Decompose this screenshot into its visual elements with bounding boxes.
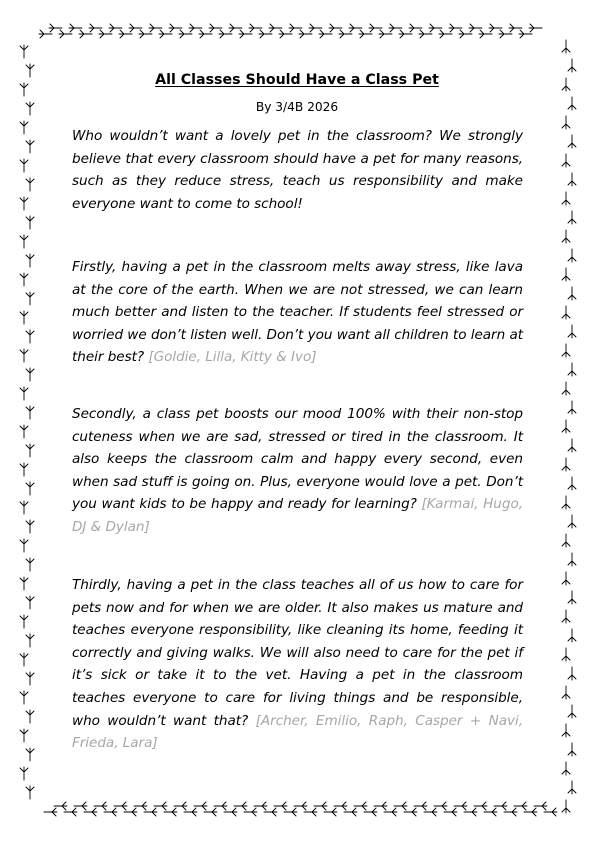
footprint-icon [339,30,352,38]
footprint-icon [562,572,570,585]
footprint-icon [44,808,57,816]
footprint-icon [568,287,576,300]
footprint-icon [26,444,34,457]
footprint-icon [404,808,417,816]
footprint-icon [194,802,207,810]
footprint-icon [568,97,576,110]
footprint-icon [74,802,87,810]
footprint-icon [568,135,576,148]
footprint-icon [344,808,357,816]
footprint-icon [20,45,28,58]
footprint-icon [562,116,570,129]
footprint-icon [562,306,570,319]
footprint-icon [259,30,272,38]
footprint-icon [20,729,28,742]
footprint-icon [26,710,34,723]
footprint-icon [568,439,576,452]
footprint-icon [562,496,570,509]
footprint-icon [154,802,167,810]
footprint-icon [229,24,242,32]
footprint-icon [26,520,34,533]
footprint-icon [59,30,72,38]
document-title: All Classes Should Have a Class Pet [155,72,439,88]
footprint-icon [20,273,28,286]
footprint-icon [20,387,28,400]
paragraph-authors: [Archer, Emilio, Raph, Casper + Navi, Frieda, Lara] [72,712,523,752]
footprint-icon [179,30,192,38]
footprint-icon [469,24,482,32]
footprint-icon [20,159,28,172]
footprint-icon [249,24,262,32]
footprint-icon [562,154,570,167]
footprint-icon [20,577,28,590]
footprint-icon [20,349,28,362]
footprint-icon [562,382,570,395]
paragraph-text: Who wouldn’t want a lovely pet in the classroom? We strongly believe that every classroom should have a pet for many reasons, such as they reduce stress, teach us responsibility and make everyone want to come to school! [72,128,523,212]
footprint-icon [64,808,77,816]
footprint-icon [189,24,202,32]
footprint-icon [20,235,28,248]
footprint-icon [519,30,532,38]
footprint-icon [20,425,28,438]
footprint-icon [529,24,542,32]
footprint-icon [562,610,570,623]
footprint-icon [20,83,28,96]
footprint-icon [568,553,576,566]
footprint-icon [20,767,28,780]
footprint-icon [20,539,28,552]
footprint-icon [479,30,492,38]
footprint-icon [254,802,267,810]
footprint-icon [562,344,570,357]
paragraph-secondly [72,403,523,539]
footprint-icon [568,781,576,794]
footprint-icon [239,30,252,38]
footprint-icon [26,406,34,419]
footprint-icon [524,808,537,816]
footprint-icon [26,634,34,647]
footprint-icon [26,672,34,685]
paragraph-authors: [Karmai, Hugo, DJ & Dylan] [72,496,523,535]
footprint-icon [26,140,34,153]
footprint-icon [459,30,472,38]
footprint-icon [279,30,292,38]
footprint-icon [20,691,28,704]
footprint-icon [509,24,522,32]
footprint-icon [149,24,162,32]
footprint-icon [79,30,92,38]
footprint-icon [104,808,117,816]
footprint-icon [299,30,312,38]
footprint-icon [99,30,112,38]
footprint-icon [474,802,487,810]
footprint-icon [26,292,34,305]
footprint-icon [364,808,377,816]
footprint-icon [444,808,457,816]
footprint-icon [319,30,332,38]
paragraph-text: Firstly, having a pet in the classroom melts away stress, like lava at the core of the earth. When we are not stressed, we can learn much better and listen to the teacher. If students feel stressed or worried we don’t listen well. Don’t you want all children to learn at their best? [72,259,523,366]
footprint-icon [49,24,62,32]
footprint-icon [119,30,132,38]
footprint-icon [26,254,34,267]
footprint-icon [504,808,517,816]
footprint-icon [144,808,157,816]
footprint-icon [562,230,570,243]
footprint-icon [562,762,570,775]
footprint-icon [514,802,527,810]
footprint-icon [224,808,237,816]
footprint-icon [309,24,322,32]
footprint-icon [562,192,570,205]
footprint-icon [494,802,507,810]
footprint-icon [26,102,34,115]
footprint-icon [20,197,28,210]
footprint-icon [499,30,512,38]
footprint-icon [414,802,427,810]
footprint-icon [484,808,497,816]
footprint-icon [389,24,402,32]
footprint-icon [562,534,570,547]
footprint-icon [234,802,247,810]
footprint-icon [26,558,34,571]
footprint-icon [84,808,97,816]
footprint-icon [314,802,327,810]
footprint-icon [20,463,28,476]
footprint-icon [209,24,222,32]
footprint-icon [184,808,197,816]
footprint-icon [562,724,570,737]
footprint-icon [199,30,212,38]
footprint-icon [562,458,570,471]
footprint-icon [534,802,547,810]
footprint-icon [489,24,502,32]
footprint-icon [124,808,137,816]
footprint-icon [169,24,182,32]
footprint-icon [568,629,576,642]
footprint-icon [324,808,337,816]
footprint-icon [20,653,28,666]
footprint-icon [244,808,257,816]
footprint-icon [568,477,576,490]
footprint-icon [562,40,570,53]
footprint-icon [129,24,142,32]
footprint-icon [159,30,172,38]
footprint-icon [26,178,34,191]
footprint-icon [26,482,34,495]
footprint-icon [274,802,287,810]
footprint-icon [562,78,570,91]
footprint-icon [562,686,570,699]
footprint-icon [399,30,412,38]
footprint-icon [69,24,82,32]
footprint-icon [562,648,570,661]
footprint-icon [54,802,67,810]
footprint-icon [384,808,397,816]
footprint-icon [568,211,576,224]
paragraph-thirdly [72,574,523,755]
document-byline: By 3/4B 2026 [255,100,339,114]
footprint-icon [20,615,28,628]
footprint-icon [434,802,447,810]
footprint-icon [329,24,342,32]
footprint-icon [174,802,187,810]
footprint-icon [354,802,367,810]
footprint-icon [20,121,28,134]
footprint-icon [394,802,407,810]
footprint-icon [139,30,152,38]
footprint-icon [304,808,317,816]
footprint-icon [374,802,387,810]
footprint-icon [289,24,302,32]
footprint-icon [26,64,34,77]
footprint-icon [568,667,576,680]
footprint-icon [39,30,52,38]
footprint-icon [26,786,34,799]
footprint-icon [89,24,102,32]
footprint-icon [562,268,570,281]
footprint-icon [419,30,432,38]
footprint-icon [379,30,392,38]
footprint-icon [568,325,576,338]
footprint-icon [349,24,362,32]
footprint-icon [109,24,122,32]
footprint-icon [439,30,452,38]
footprint-icon [269,24,282,32]
footprint-icon [568,363,576,376]
footprint-icon [568,743,576,756]
footprint-icon [544,808,557,816]
footprint-icon [204,808,217,816]
footprint-icon [359,30,372,38]
footprint-icon [429,24,442,32]
footprint-icon [26,330,34,343]
footprint-icon [449,24,462,32]
footprint-icon [164,808,177,816]
footprint-icon [568,249,576,262]
footprint-icon [369,24,382,32]
footprint-icon [294,802,307,810]
footprint-icon [134,802,147,810]
footprint-icon [26,216,34,229]
footprint-icon [20,311,28,324]
footprint-icon [94,802,107,810]
footprint-icon [214,802,227,810]
footprint-icon [562,800,570,813]
footprint-icon [264,808,277,816]
footprint-icon [114,802,127,810]
footprint-icon [562,420,570,433]
footprint-icon [284,808,297,816]
footprint-icon [26,596,34,609]
footprint-icon [568,705,576,718]
paragraph-authors: [Goldie, Lilla, Kitty & Ivo] [148,349,317,366]
footprint-icon [26,748,34,761]
footprint-icon [334,802,347,810]
footprint-icon [568,515,576,528]
footprint-icon [568,59,576,72]
paragraph-text: Thirdly, having a pet in the class teaches all of us how to care for pets now and for when we are older. It also makes us mature and teaches everyone responsibility, like cleaning its home, feeding it correctly and giving walks. We will also need to care for the pet if it’s sick or take it to the vet. Having a pet in the classroom teaches everyone to care for living things and be responsible, who wouldn’t want that? [72,577,523,729]
footprint-icon [20,501,28,514]
footprint-icon [219,30,232,38]
paragraph-intro [72,125,523,215]
footprint-icon [464,808,477,816]
footprint-icon [409,24,422,32]
paragraph-firstly [72,256,523,369]
footprint-icon [26,368,34,381]
footprint-icon [568,173,576,186]
footprint-icon [454,802,467,810]
footprint-icon [568,401,576,414]
footprint-icon [568,591,576,604]
footprint-icon [424,808,437,816]
paragraph-text: Secondly, a class pet boosts our mood 100% with their non-stop cuteness when we are sad, stressed or tired in the classroom. It also keeps the classroom calm and happy every second, even when sad stuff is going on. Plus, everyone would love a pet. Don’t you want kids to be happy and ready for learning? [72,406,523,513]
